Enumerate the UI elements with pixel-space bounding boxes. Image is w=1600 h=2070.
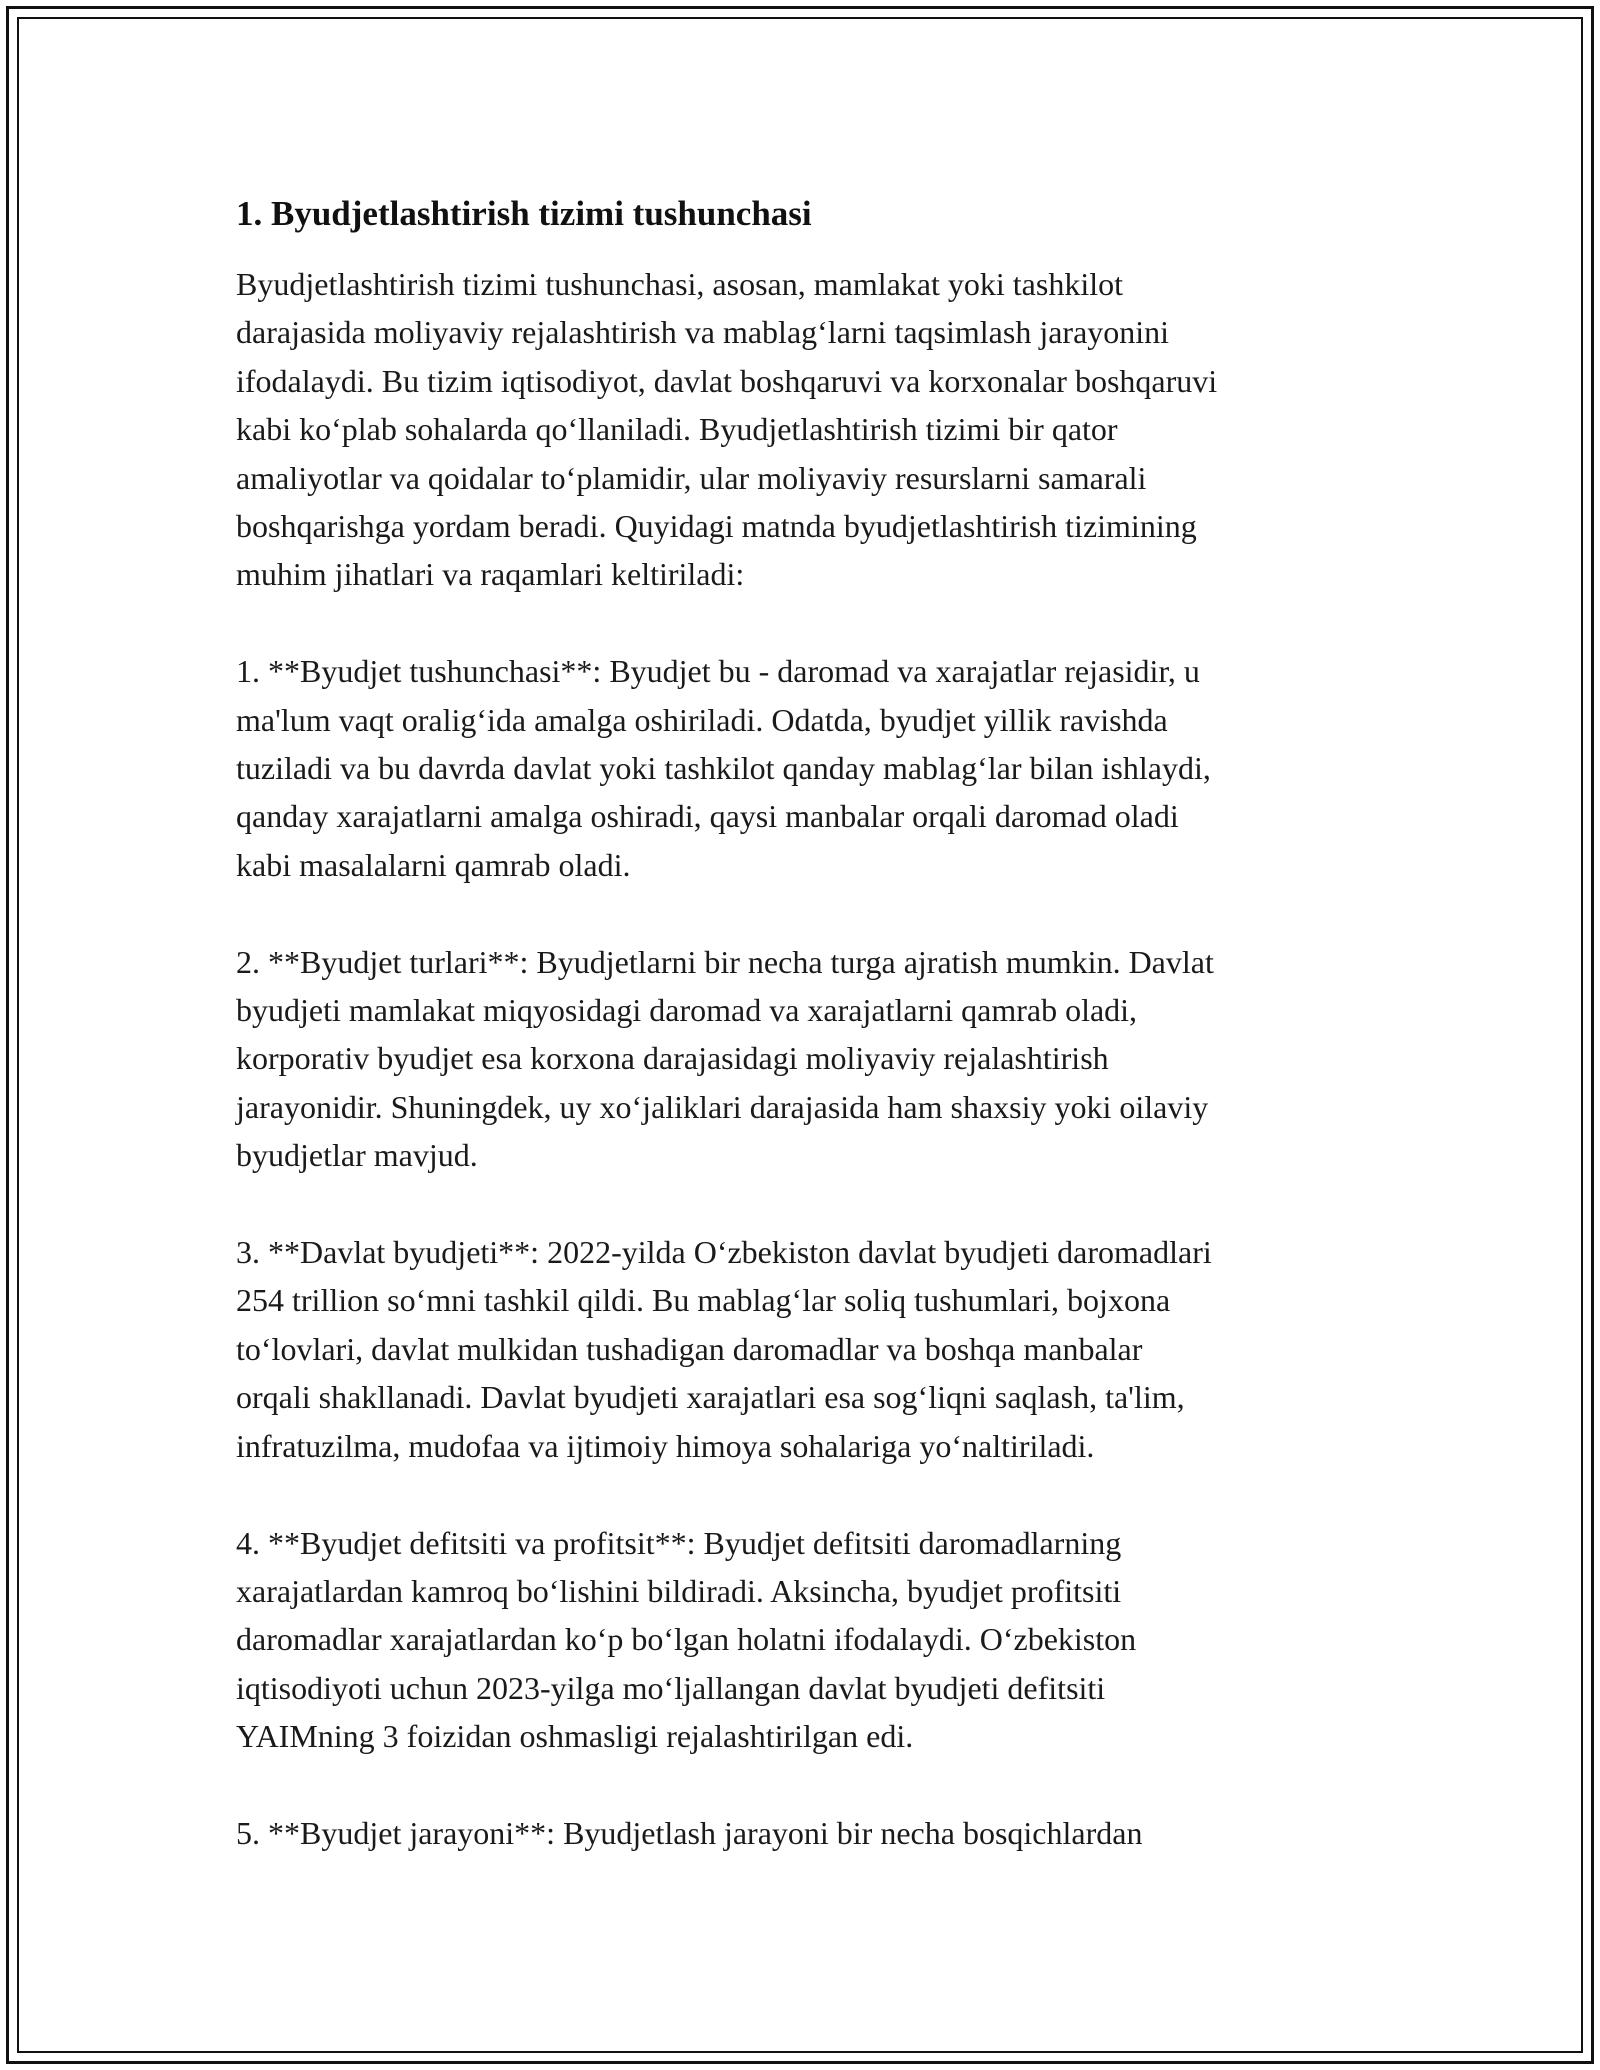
paragraph-budget-concept: 1. **Byudjet tushunchasi**: Byudjet bu - daromad va xarajatlar rejasidir, u ma'lum vaqt oralig‘ida amalga oshiriladi. Odatda, byudjet yillik ravishda tuziladi va bu davrda davlat yoki tashkilot qanday mablag‘lar bilan ishlaydi, qanday xarajatlarni amalga oshiradi, qaysi manbalar orqali daromad oladi kabi masalalarni qamrab oladi. — [236, 653, 1211, 883]
paragraph-state-budget: 3. **Davlat byudjeti**: 2022-yilda O‘zbekiston davlat byudjeti daromadlari 254 trillion so‘mni tashkil qildi. Bu mablag‘lar soliq tushumlari, bojxona to‘lovlari, davlat mulkidan tushadigan daromadlar va boshqa manbalar orqali shakllanadi. Davlat byudjeti xarajatlari esa sog‘liqni saqlash, ta'lim, infratuzilma, mudofaa va ijtimoiy himoya sohalariga yo‘naltiriladi. — [236, 1234, 1212, 1464]
paragraph-budget-types: 2. **Byudjet turlari**: Byudjetlarni bir necha turga ajratish mumkin. Davlat byudjeti mamlakat miqyosidagi daromad va xarajatlarni qamrab oladi, korporativ byudjet esa korxona darajasidagi moliyaviy rejalashtirish jarayonidir. Shuningdek, uy xo‘jaliklari darajasida ham shaxsiy yoki oilaviy byudjetlar mavjud. — [236, 943, 1214, 1174]
paragraph-deficit-surplus: 4. **Byudjet defitsiti va profitsit**: Byudjet defitsiti daromadlarning xarajatlardan kamroq bo‘lishini bildiradi. Aksincha, byudjet profitsiti daromadlar xarajatlardan ko‘p bo‘lgan holatni ifodalaydi. O‘zbekiston iqtisodiyoti uchun 2023-yilga mo‘ljallangan davlat byudjeti defitsiti YAIMning 3 foizidan oshmasligi rejalashtirilgan edi. — [236, 1524, 1137, 1755]
intro-paragraph: Byudjetlashtirish tizimi tushunchasi, asosan, mamlakat yoki tashkilot darajasida moliyaviy rejalashtirish va mablag‘larni taqsimlash jarayonini ifodalaydi. Bu tizim iqtisodiyot, davlat boshqaruvi va korxonalar boshqaruvi kabi ko‘plab sohalarda qo‘llaniladi. Byudjetlashtirish tizimi bir qator amaliyotlar va qoidalar to‘plamidir, ular moliyaviy resurslarni samarali boshqarishga yordam beradi. Quyidagi matnda byudjetlashtirish tizimining muhim jihatlari va raqamlari keltiriladi: — [236, 266, 1218, 593]
paragraph-budget-process: 5. **Byudjet jarayoni**: Byudjetlash jarayoni bir necha bosqichlardan — [236, 1814, 1143, 1851]
document-body — [236, 188, 1366, 1857]
document-title: 1. Byudjetlashtirish tizimi tushunchasi — [236, 194, 812, 233]
